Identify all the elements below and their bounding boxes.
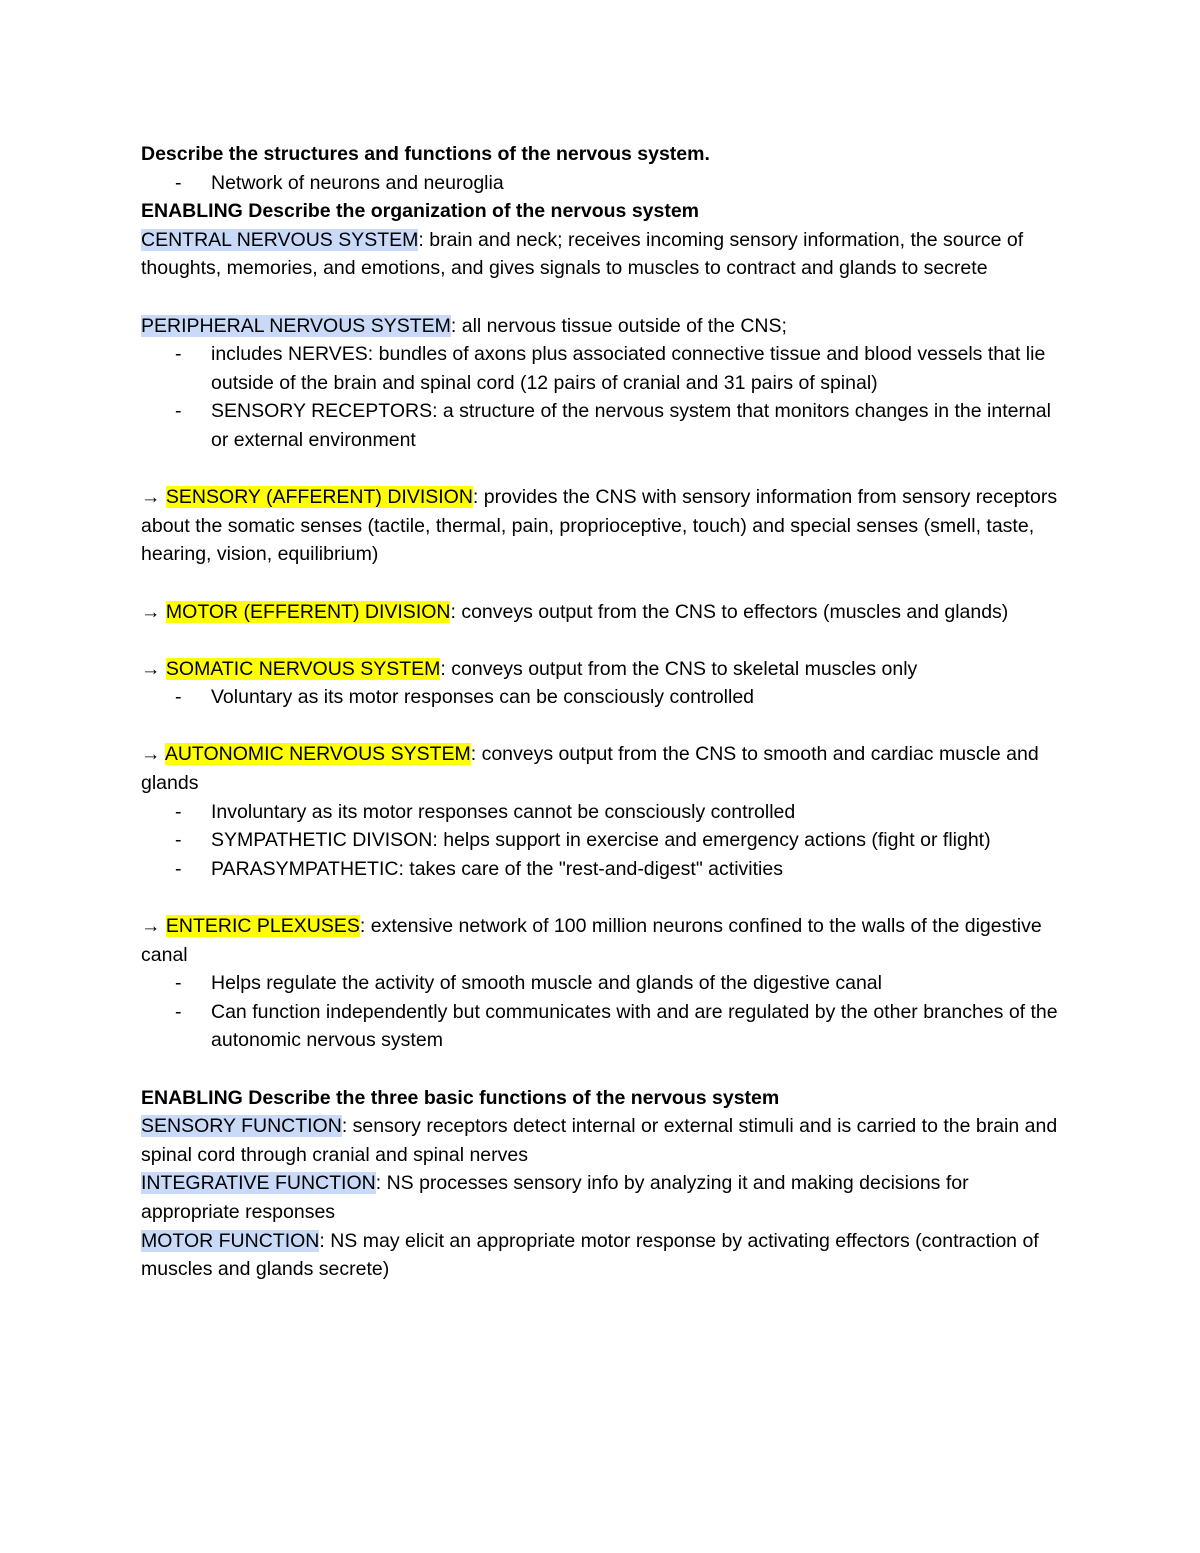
list-item: - Voluntary as its motor responses can be consciously controlled	[141, 683, 1071, 712]
blank-line	[141, 1055, 1071, 1084]
blank-line	[141, 883, 1071, 912]
blank-line	[141, 455, 1071, 484]
integrative-function-term: INTEGRATIVE FUNCTION	[141, 1172, 376, 1195]
heading-three-functions: ENABLING Describe the three basic functions of the nervous system	[141, 1086, 780, 1109]
pns-term: PERIPHERAL NERVOUS SYSTEM	[141, 314, 451, 337]
motor-division-text: : conveys output from the CNS to effectors (muscles and glands)	[450, 600, 1009, 623]
cns-text: : brain and neck; receives incoming sensory information, the source of thoughts, memories, and emotions, and gives signals to muscles to contract and glands to secrete	[141, 228, 1024, 280]
sensory-division-term: SENSORY (AFFERENT) DIVISION	[165, 486, 473, 509]
blank-line	[141, 283, 1071, 312]
autonomic-text: : conveys output from the CNS to smooth and cardiac muscle and glands	[141, 743, 1039, 795]
cns-paragraph	[141, 226, 1071, 283]
enteric-bullets	[141, 969, 1071, 1055]
heading1-bullets	[141, 169, 1071, 198]
document-body	[141, 140, 1071, 1284]
motor-function-text: : NS may elicit an appropriate motor response by activating effectors (contraction of muscles and glands secrete)	[141, 1229, 1039, 1281]
sensory-function-text: : sensory receptors detect internal or external stimuli and is carried to the brain and spinal cord through cranial and spinal nerves	[141, 1115, 1058, 1166]
motor-division-term: MOTOR (EFFERENT) DIVISION	[165, 600, 451, 623]
arrow-icon: →	[141, 743, 161, 766]
list-item: - Involuntary as its motor responses cannot be consciously controlled	[141, 798, 1071, 827]
pns-bullets	[141, 340, 1071, 454]
somatic-paragraph	[141, 655, 1071, 684]
blank-line	[141, 626, 1071, 655]
list-item: - Helps regulate the activity of smooth muscle and glands of the digestive canal	[141, 969, 1071, 998]
arrow-icon: →	[141, 600, 161, 623]
motor-function-term: MOTOR FUNCTION	[141, 1229, 320, 1252]
list-item: - PARASYMPATHETIC: takes care of the "rest-and-digest" activities	[141, 855, 1071, 884]
somatic-term: SOMATIC NERVOUS SYSTEM	[165, 657, 441, 680]
cns-term: CENTRAL NERVOUS SYSTEM	[141, 228, 419, 251]
blank-line	[141, 569, 1071, 598]
motor-division-paragraph	[141, 598, 1071, 627]
pns-paragraph	[141, 312, 1071, 341]
autonomic-paragraph	[141, 740, 1071, 797]
arrow-icon: →	[141, 486, 161, 509]
heading-structures-functions: Describe the structures and functions of the nervous system.	[141, 143, 710, 165]
autonomic-term: AUTONOMIC NERVOUS SYSTEM	[164, 743, 471, 766]
autonomic-bullets	[141, 798, 1071, 884]
heading-organization: ENABLING Describe the organization of the nervous system	[141, 200, 700, 223]
list-item: - Network of neurons and neuroglia	[141, 169, 1071, 198]
list-item: - SYMPATHETIC DIVISON: helps support in exercise and emergency actions (fight or flight)	[141, 826, 1071, 855]
list-item: - SENSORY RECEPTORS: a structure of the nervous system that monitors changes in the internal or external environment	[141, 397, 1071, 454]
pns-text: : all nervous tissue outside of the CNS;	[450, 314, 787, 337]
enteric-text: : extensive network of 100 million neurons confined to the walls of the digestive canal	[141, 915, 1042, 966]
list-item: - includes NERVES: bundles of axons plus associated connective tissue and blood vessels that lie outside of the brain and spinal cord (12 pairs of cranial and 31 pairs of spinal)	[141, 340, 1071, 397]
somatic-bullets	[141, 683, 1071, 712]
arrow-icon: →	[141, 657, 161, 680]
sensory-function-term: SENSORY FUNCTION	[141, 1115, 342, 1138]
integrative-function-text: : NS processes sensory info by analyzing it and making decisions for appropriate responses	[141, 1172, 969, 1223]
somatic-text: : conveys output from the CNS to skeletal muscles only	[440, 657, 918, 680]
sensory-function-paragraph	[141, 1112, 1071, 1169]
motor-function-paragraph	[141, 1227, 1071, 1284]
integrative-function-paragraph	[141, 1169, 1071, 1226]
enteric-term: ENTERIC PLEXUSES	[165, 915, 360, 938]
enteric-paragraph	[141, 912, 1071, 969]
blank-line	[141, 712, 1071, 741]
arrow-icon: →	[141, 915, 161, 938]
sensory-division-paragraph	[141, 483, 1071, 569]
list-item: - Can function independently but communicates with and are regulated by the other branches of the autonomic nervous system	[141, 998, 1071, 1055]
sensory-division-text: : provides the CNS with sensory information from sensory receptors about the somatic senses (tactile, thermal, pain, proprioceptive, touch) and special senses (smell, taste, hearing, vision, equilibrium)	[141, 486, 1058, 566]
